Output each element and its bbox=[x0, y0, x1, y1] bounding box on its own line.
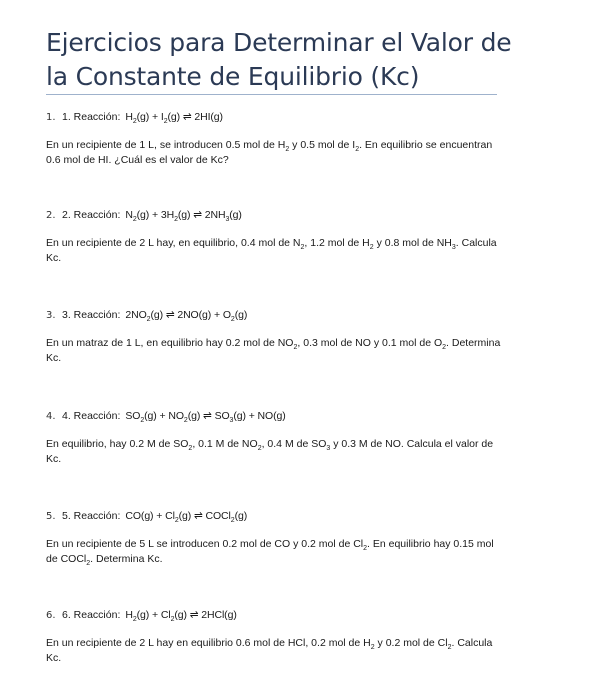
list-number: 1. bbox=[46, 112, 56, 123]
reaction-label: 1. Reacción: bbox=[62, 111, 121, 123]
exercise-4 bbox=[46, 409, 516, 467]
reaction-equation: $N_2(g) + 3H_2(g)$ ⇌ $2NH_3(g)$ bbox=[125, 209, 242, 224]
reaction-equation: $CO(g) + Cl_2(g)$ ⇌ COCl$_2$(g) bbox=[125, 510, 248, 525]
list-number: 4. bbox=[46, 411, 56, 422]
exercise-5 bbox=[46, 509, 516, 567]
exercise-heading bbox=[46, 110, 516, 125]
list-number: 5. bbox=[46, 511, 56, 522]
exercise-heading bbox=[46, 308, 516, 323]
exercise-3 bbox=[46, 308, 516, 366]
list-number: 3. bbox=[46, 310, 56, 321]
reaction-label: 4. Reacción: bbox=[62, 410, 121, 422]
exercise-2 bbox=[46, 208, 516, 266]
exercise-statement: En un recipiente de 1 L, se introducen 0.5 mol de $H_2$ y 0.5 mol de $I_2$. En equilibrio se encuentran 0.6 mol de HI. ¿Cuál es el valor de Kc? bbox=[46, 139, 493, 166]
list-number: 2. bbox=[46, 210, 56, 221]
reaction-label: 6. Reacción: bbox=[62, 609, 121, 621]
exercise-statement: En un matraz de 1 L, en equilibrio hay 0.2 mol de $NO_2$, 0.3 mol de NO y 0.1 mol de $O_2$. Determina Kc. bbox=[46, 337, 501, 364]
exercise-heading bbox=[46, 409, 516, 424]
reaction-label: 2. Reacción: bbox=[62, 209, 121, 221]
reaction-equation: $H_2(g) + I_2(g)$ ⇌ 2HI(g) bbox=[125, 111, 223, 126]
exercise-heading bbox=[46, 208, 516, 223]
exercise-1 bbox=[46, 110, 516, 168]
exercise-statement: En un recipiente de 5 L se introducen 0.2 mol de CO y 0.2 mol de $Cl_2$. En equilibrio hay 0.15 mol de COCl$_2$. Determina Kc. bbox=[46, 538, 494, 568]
exercise-statement: En un recipiente de 2 L hay en equilibrio 0.6 mol de HCl, 0.2 mol de $H_2$ y 0.2 mol de $Cl_2$. Calcula Kc. bbox=[46, 637, 493, 664]
exercise-6 bbox=[46, 608, 516, 666]
exercise-heading bbox=[46, 608, 516, 623]
title-line-1: Ejercicios para Determinar el Valor de bbox=[46, 28, 512, 57]
exercise-statement: En un recipiente de 2 L hay, en equilibrio, 0.4 mol de $N_2$, 1.2 mol de $H_2$ y 0.8 mol de $NH_3$. Calcula Kc. bbox=[46, 237, 497, 264]
reaction-label: 5. Reacción: bbox=[62, 510, 121, 522]
exercise-heading bbox=[46, 509, 516, 524]
reaction-equation: $SO_2(g) + NO_2(g)$ ⇌ $SO_3(g) + NO(g)$ bbox=[125, 410, 286, 425]
reaction-equation: $H_2(g) + Cl_2(g)$ ⇌ 2HCl(g) bbox=[125, 609, 237, 624]
list-number: 6. bbox=[46, 610, 56, 621]
reaction-label: 3. Reacción: bbox=[62, 309, 121, 321]
exercise-statement: En equilibrio, hay 0.2 M de $SO_2$, 0.1 M de $NO_2$, 0.4 M de $SO_3$ y 0.3 M de NO. Calcula el valor de Kc. bbox=[46, 438, 494, 465]
reaction-equation: $2NO_2(g)$ ⇌ $2NO(g) + O_2(g)$ bbox=[125, 309, 248, 324]
title-line-2: la Constante de Equilibrio (Kc) bbox=[46, 62, 420, 91]
title-underline bbox=[46, 94, 497, 95]
document-title bbox=[46, 26, 566, 94]
